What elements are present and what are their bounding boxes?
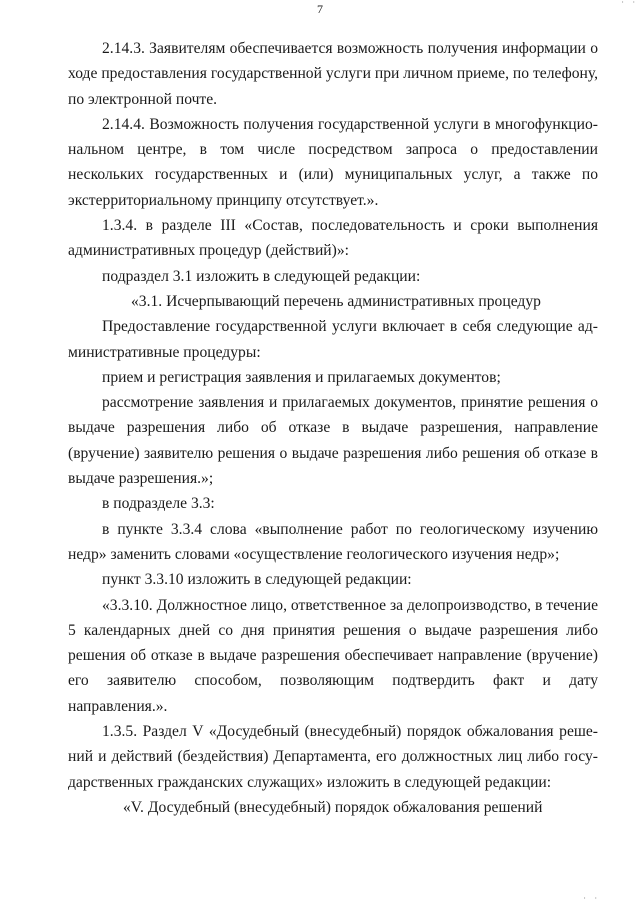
paragraph-procedure-2: рассмотрение заявления и прилагаемых документов, принятие решения о выдаче разрешения либо об отказе в выдаче разрешения, направление (вручение) заявителю решения о выдаче разрешения либо решения об отказе в выдаче разрешения.»; [68, 394, 598, 488]
heading-section-v: «V. Досудебный (внесудебный) порядок обжалования решений [123, 798, 543, 816]
page-number: 7 [317, 2, 323, 16]
paragraph-2-14-4: 2.14.4. Возможность получения государственной услуги в многофункциональном центре, в том числе посредством запроса о предоставлении нескольких государственных и (или) муниципальных услуг, а также по экстерриториальному принципу отсутствует.». [68, 115, 598, 209]
paragraph-3-3-10-intro: пункт 3.3.10 изложить в следующей редакции: [102, 571, 412, 589]
paragraph-procedure-1: прием и регистрация заявления и прилагаемых документов; [102, 368, 501, 386]
corner-scan-mark: · · [583, 894, 600, 903]
paragraph-1-3-5: 1.3.5. Раздел V «Досудебный (внесудебный) порядок обжалования решений и действий (бездействия) Департамента, его должностных лиц либо государственных гражданских служащих» изложить в следующей редакции: [68, 723, 598, 791]
paragraph-subsection-3-1: подраздел 3.1 изложить в следующей редакции: [102, 267, 421, 285]
paragraph-2-14-3: 2.14.3. Заявителям обеспечивается возможность получения информации о ходе предоставления государственной услуги при личном приеме, по телефону, по электронной почте. [68, 40, 598, 108]
paragraph-3-3-10: «3.3.10. Должностное лицо, ответственное за делопроизводство, в течение 5 календарных дней со дня принятия решения о выдаче разрешения либо решения об отказе в выдаче разрешения обеспечивает направление (вручение) его заявителю способом, позволяющим подтвердить факт и дату направления.». [68, 596, 598, 715]
paragraph-subsection-3-3: в подразделе 3.3: [102, 495, 215, 513]
document-body [68, 36, 598, 820]
paragraph-3-3-4: в пункте 3.3.4 слова «выполнение работ по геологическому изучению недр» заменить словами «осуществление геологического изучения недр»; [68, 520, 598, 563]
paragraph-procedures-intro: Предоставление государственной услуги включает в себя следующие административные процедуры: [68, 318, 598, 361]
paragraph-1-3-4: 1.3.4. в разделе III «Состав, последовательность и сроки выполнения административных процедур (действий)»: [68, 217, 598, 260]
heading-3-1: «3.1. Исчерпывающий перечень административных процедур [131, 292, 541, 310]
corner-scan-mark: · · [621, 0, 638, 7]
